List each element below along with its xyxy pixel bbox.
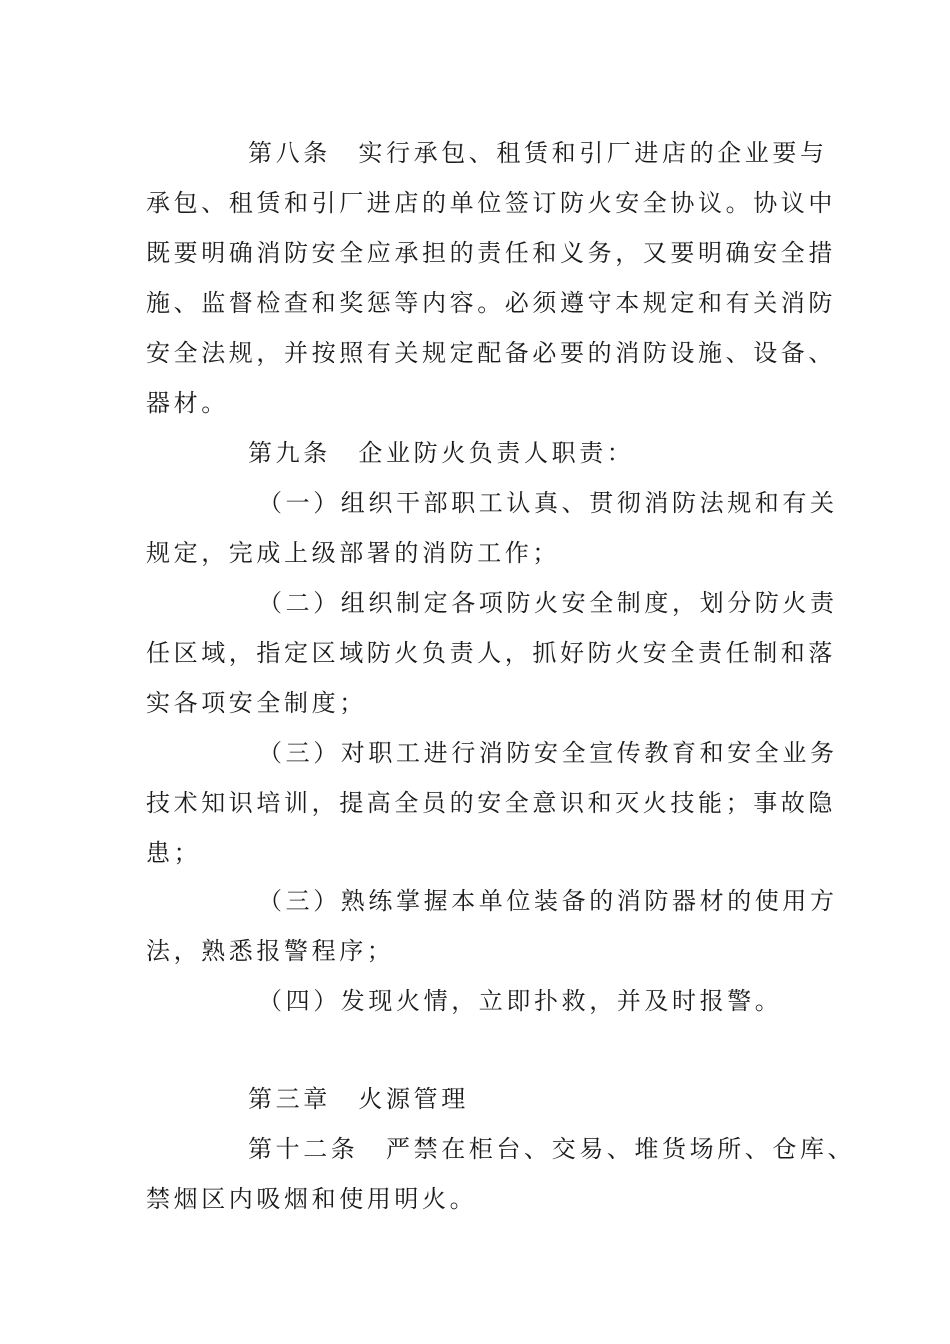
item-4-line: （四）发现火情，立即扑救，并及时报警。 bbox=[258, 987, 783, 1015]
item-3-line: 技术知识培训，提高全员的安全意识和灭火技能；事故隐 bbox=[146, 789, 836, 817]
article-8-line: 安全法规，并按照有关规定配备必要的消防设施、设备、 bbox=[146, 339, 836, 367]
item-3-line: 患； bbox=[146, 839, 202, 867]
chapter-3-heading: 第三章 火源管理 bbox=[248, 1085, 469, 1113]
item-2-line: 任区域，指定区域防火负责人，抓好防火安全责任制和落 bbox=[146, 639, 836, 667]
item-2-line: （二）组织制定各项防火安全制度，划分防火责 bbox=[258, 589, 838, 617]
item-1-line: 规定，完成上级部署的消防工作； bbox=[146, 539, 560, 567]
article-12-line: 禁烟区内吸烟和使用明火。 bbox=[146, 1185, 478, 1213]
article-8-line: 承包、租赁和引厂进店的单位签订防火安全协议。协议中 bbox=[146, 189, 836, 217]
item-3b-line: （三）熟练掌握本单位装备的消防器材的使用方 bbox=[258, 887, 838, 915]
article-12-heading-line: 第十二条 严禁在柜台、交易、堆货场所、仓库、 bbox=[248, 1135, 856, 1163]
item-3b-line: 法，熟悉报警程序； bbox=[146, 937, 395, 965]
article-8-line: 器材。 bbox=[146, 389, 229, 417]
article-8-line: 施、监督检查和奖惩等内容。必须遵守本规定和有关消防 bbox=[146, 289, 836, 317]
item-1-line: （一）组织干部职工认真、贯彻消防法规和有关 bbox=[258, 489, 838, 517]
article-9-heading-line: 第九条 企业防火负责人职责： bbox=[248, 439, 635, 467]
article-8-line: 既要明确消防安全应承担的责任和义务，又要明确安全措 bbox=[146, 239, 836, 267]
item-2-line: 实各项安全制度； bbox=[146, 689, 367, 717]
item-3-line: （三）对职工进行消防安全宣传教育和安全业务 bbox=[258, 739, 838, 767]
article-8-heading-line: 第八条 实行承包、租赁和引厂进店的企业要与 bbox=[248, 139, 828, 167]
